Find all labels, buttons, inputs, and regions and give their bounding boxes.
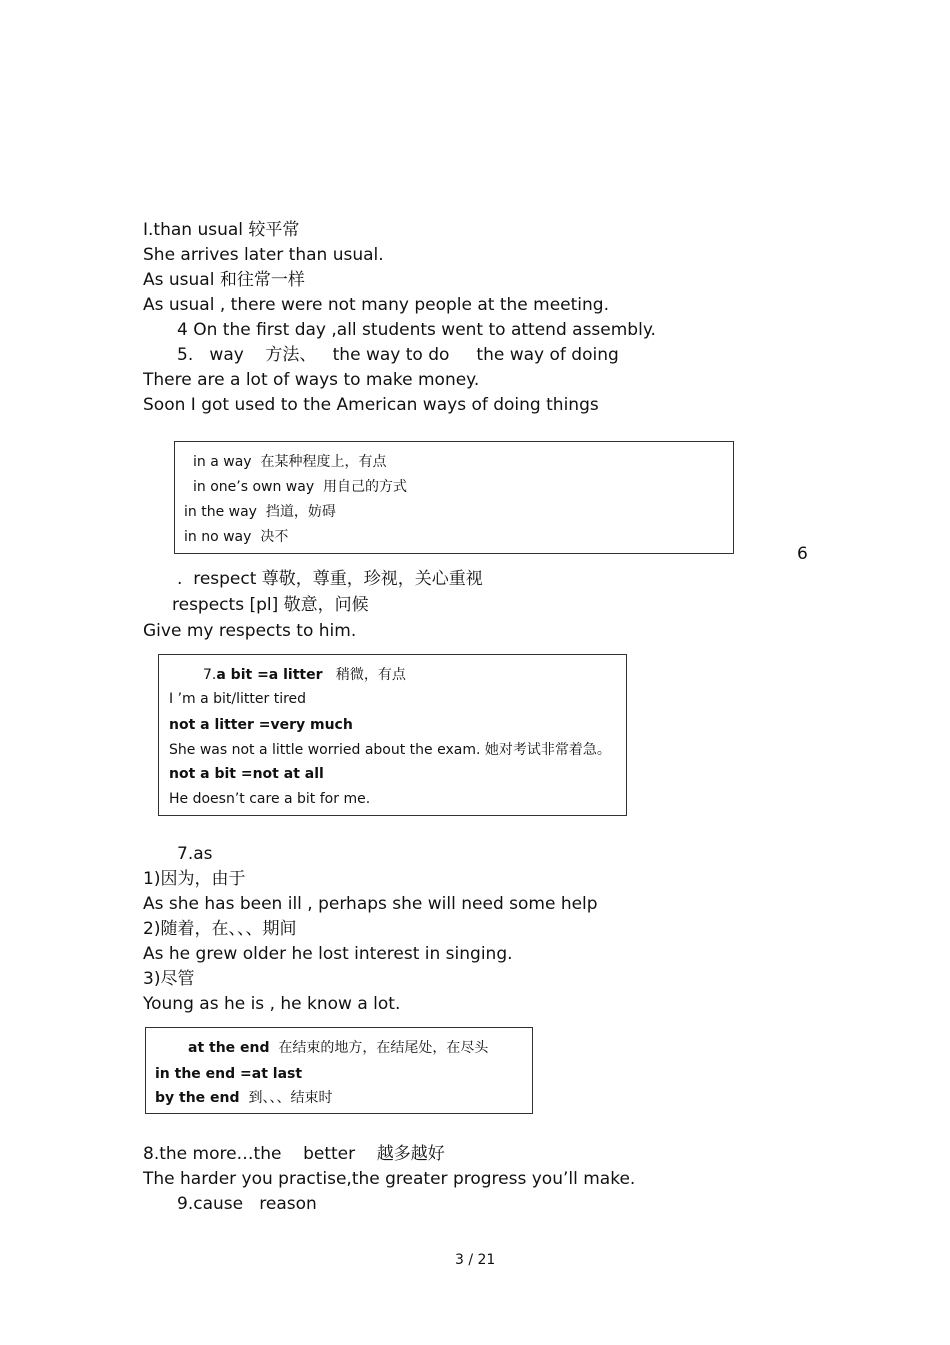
box-line [188, 1039, 488, 1057]
text-line: Give my respects to him. [143, 621, 357, 641]
text-line: 8.the more…the better 越多越好 [143, 1144, 445, 1164]
text-line: As usual , there were not many people at the meeting. [143, 295, 609, 315]
text-line: 1)因为，由于 [143, 869, 246, 889]
bold-term: a bit =a litter [216, 667, 323, 683]
box-line: not a litter =very much [169, 717, 353, 733]
box-line: in one’s own way 用自己的方式 [193, 479, 408, 495]
box-line: in the end =at last [155, 1066, 303, 1082]
box-line: in no way 决不 [184, 529, 289, 545]
text-line: 4 On the first day ,all students went to attend assembly. [177, 320, 656, 340]
text-line: Soon I got used to the American ways of doing things [143, 395, 599, 415]
text-line: 7.as [177, 844, 213, 864]
text-line: 2)随着，在、、、期间 [143, 919, 297, 939]
item-number: 7. [203, 667, 217, 683]
box-line: She was not a little worried about the exam. 她对考试非常着急。 [169, 742, 611, 758]
text-line: Young as he is , he know a lot. [143, 994, 401, 1014]
note-box-end [145, 1027, 533, 1114]
box-line: in the way 挡道，妨碍 [184, 504, 336, 520]
text-line: 5. way 方法、 the way to do the way of doing [177, 345, 619, 365]
box-line: not a bit =not at all [169, 766, 324, 782]
text-line: The harder you practise,the greater progress you’ll make. [143, 1169, 636, 1189]
box-line [203, 666, 406, 684]
term-meaning: 在结束的地方，在结尾处，在尽头 [269, 1040, 489, 1056]
text-line: As she has been ill , perhaps she will need some help [143, 894, 598, 914]
term-meaning: 到、、、结束时 [239, 1090, 333, 1106]
bold-term: at the end [188, 1040, 270, 1056]
text-line: . respect 尊敬，尊重，珍视，关心重视 [177, 569, 483, 589]
box-line: in a way 在某种程度上，有点 [193, 454, 387, 470]
note-box-way [174, 441, 734, 554]
text-line: As he grew older he lost interest in singing. [143, 944, 513, 964]
bold-term: by the end [155, 1090, 240, 1106]
text-line: As usual 和往常一样 [143, 270, 305, 290]
page-number: 3 / 21 [455, 1252, 496, 1268]
margin-number: 6 [797, 544, 808, 564]
text-line: 3)尽管 [143, 969, 195, 989]
box-line: He doesn’t care a bit for me. [169, 791, 371, 807]
text-line: 9.cause reason [177, 1194, 317, 1214]
term-meaning: 稍微，有点 [322, 667, 406, 683]
box-line: I ’m a bit/litter tired [169, 691, 307, 707]
text-line: respects [pl] 敬意，问候 [172, 595, 369, 615]
text-line: There are a lot of ways to make money. [143, 370, 480, 390]
text-line: She arrives later than usual. [143, 245, 384, 265]
text-line: I.than usual 较平常 [143, 220, 300, 240]
note-box-a-bit [158, 654, 627, 816]
box-line [155, 1089, 332, 1107]
